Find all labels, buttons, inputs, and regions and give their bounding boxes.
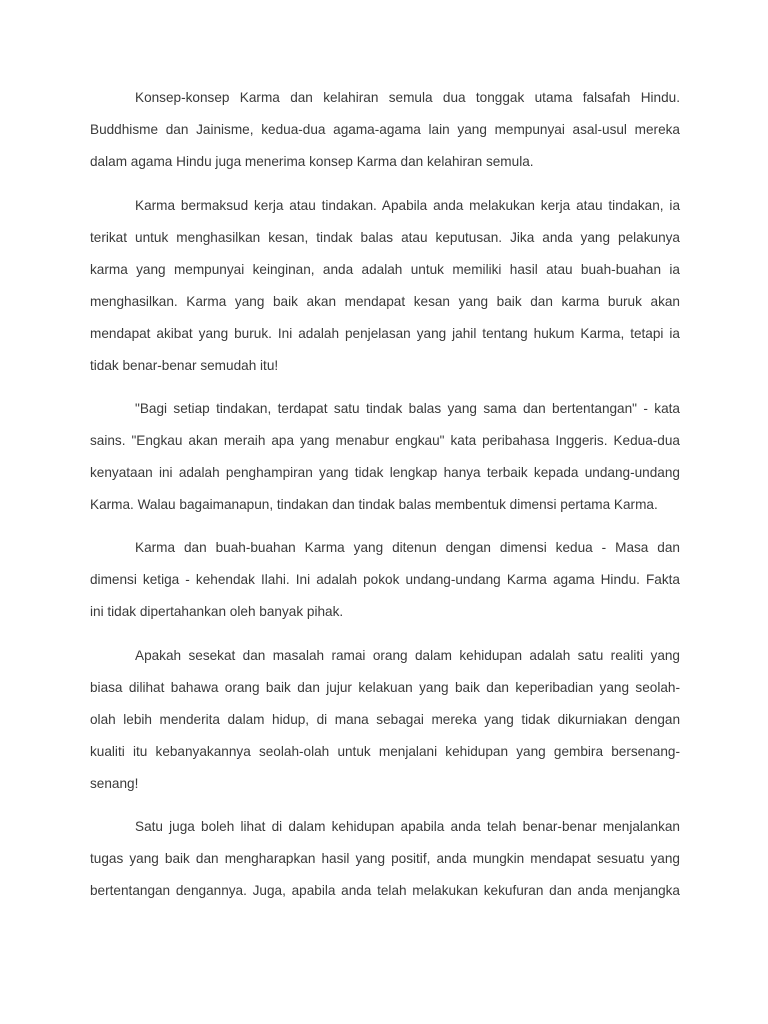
text-line: tugas yang baik dan mengharapkan hasil yang positif, anda mungkin mendapat sesuatu yang — [90, 851, 680, 866]
paragraph-4 — [90, 532, 680, 628]
text-line: Apakah sesekat dan masalah ramai orang dalam kehidupan adalah satu realiti yang — [135, 648, 680, 663]
text-line: tidak benar-benar semudah itu! — [90, 358, 279, 373]
text-line: dalam agama Hindu juga menerima konsep Karma dan kelahiran semula. — [90, 154, 534, 169]
text-line: kenyataan ini adalah penghampiran yang tidak lengkap hanya terbaik kepada undang-undang — [90, 465, 680, 480]
text-line: Buddhisme dan Jainisme, kedua-dua agama-agama lain yang mempunyai asal-usul mereka — [90, 122, 680, 137]
text-line: Karma dan buah-buahan Karma yang ditenun dengan dimensi kedua - Masa dan — [135, 540, 680, 555]
text-line: Karma bermaksud kerja atau tindakan. Apabila anda melakukan kerja atau tindakan, ia — [135, 198, 680, 213]
text-line: olah lebih menderita dalam hidup, di mana sebagai mereka yang tidak dikurniakan dengan — [90, 712, 680, 727]
text-line: Satu juga boleh lihat di dalam kehidupan apabila anda telah benar-benar menjalankan — [135, 819, 680, 834]
paragraph-5 — [90, 640, 680, 800]
text-line: karma yang mempunyai keinginan, anda adalah untuk memiliki hasil atau buah-buahan ia — [90, 262, 680, 277]
text-line: Karma. Walau bagaimanapun, tindakan dan tindak balas membentuk dimensi pertama Karma. — [90, 497, 658, 512]
paragraph-1 — [90, 82, 680, 178]
text-line: "Bagi setiap tindakan, terdapat satu tindak balas yang sama dan bertentangan" - kata — [135, 401, 680, 416]
paragraph-6 — [90, 811, 680, 907]
paragraph-2 — [90, 190, 680, 382]
text-line: kualiti itu kebanyakannya seolah-olah untuk menjalani kehidupan yang gembira bersenang- — [90, 744, 680, 759]
text-line: ini tidak dipertahankan oleh banyak pihak. — [90, 604, 344, 619]
text-line: Konsep-konsep Karma dan kelahiran semula dua tonggak utama falsafah Hindu. — [135, 90, 680, 105]
text-line: sains. "Engkau akan meraih apa yang menabur engkau" kata peribahasa Inggeris. Kedua-dua — [90, 433, 680, 448]
text-line: dimensi ketiga - kehendak Ilahi. Ini adalah pokok undang-undang Karma agama Hindu. Fakta — [90, 572, 680, 587]
text-line: menghasilkan. Karma yang baik akan mendapat kesan yang baik dan karma buruk akan — [90, 294, 680, 309]
text-line: mendapat akibat yang buruk. Ini adalah penjelasan yang jahil tentang hukum Karma, tetapi ia — [90, 326, 680, 341]
text-line: senang! — [90, 776, 139, 791]
text-line: terikat untuk menghasilkan kesan, tindak balas atau keputusan. Jika anda yang pelakunya — [90, 230, 680, 245]
text-line: bertentangan dengannya. Juga, apabila anda telah melakukan kekufuran dan anda menjangka — [90, 883, 680, 898]
paragraph-3 — [90, 393, 680, 521]
text-line: biasa dilihat bahawa orang baik dan jujur kelakuan yang baik dan keperibadian yang seolah- — [90, 680, 680, 695]
